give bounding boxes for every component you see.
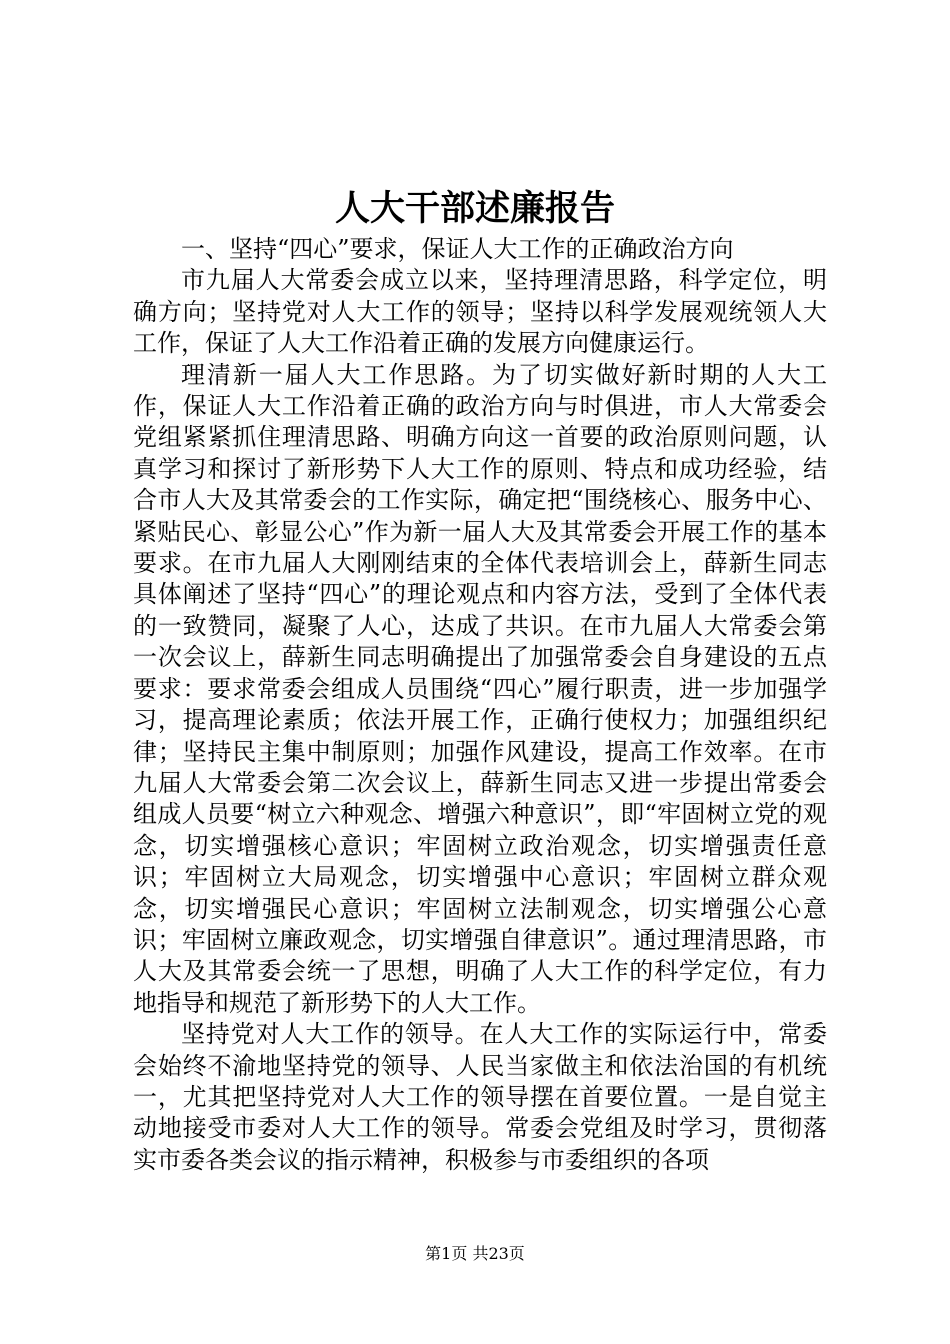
paragraph: 坚持党对人大工作的领导。在人大工作的实际运行中，常委会始终不渝地坚持党的领导、人民当家做主和依法治国的有机统一，尤其把坚持党对人大工作的领导摆在首要位置。一是自觉主动地接受市委对人大工作的领导。常委会党组及时学习，贯彻落实市委各类会议的指示精神，积极参与市委组织的各项 [133,1020,827,1174]
document-title: 人大干部述廉报告 [334,188,615,229]
page-footer: 第1页 共23页 [425,1244,525,1263]
document-body [133,234,827,1176]
paragraph: 市九届人大常委会成立以来，坚持理清思路，科学定位，明确方向；坚持党对人大工作的领导；坚持以科学发展观统领人大工作，保证了人大工作沿着正确的发展方向健康运行。 [133,266,827,358]
paragraph: 理清新一届人大工作思路。为了切实做好新时期的人大工作，保证人大工作沿着正确的政治方向与时俱进，市人大常委会党组紧紧抓住理清思路、明确方向这一首要的政治原则问题，认真学习和探讨了新形势下人大工作的原则、特点和成功经验，结合市人大及其常委会的工作实际，确定把“围绕核心、服务中心、紧贴民心、彰显公心”作为新一届人大及其常委会开展工作的基本要求。在市九届人大刚刚结束的全体代表培训会上，薛新生同志具体阐述了坚持“四心”的理论观点和内容方法，受到了全体代表的一致赞同，凝聚了人心，达成了共识。在市九届人大常委会第一次会议上，薛新生同志明确提出了加强常委会自身建设的五点要求：要求常委会组成人员围绕“四心”履行职责，进一步加强学习，提高理论素质；依法开展工作，正确行使权力；加强组织纪律；坚持民主集中制原则；加强作风建设，提高工作效率。在市九届人大常委会第二次会议上，薛新生同志又进一步提出常委会组成人员要“树立六种观念、增强六种意识”，即“牢固树立党的观念，切实增强核心意识；牢固树立政治观念，切实增强责任意识；牢固树立大局观念，切实增强中心意识；牢固树立群众观念，切实增强民心意识；牢固树立法制观念，切实增强公心意识；牢固树立廉政观念，切实增强自律意识”。通过理清思路，市人大及其常委会统一了思想，明确了人大工作的科学定位，有力地指导和规范了新形势下的人大工作。 [133,360,827,1017]
section-heading: 一、坚持“四心”要求，保证人大工作的正确政治方向 [181,235,734,263]
